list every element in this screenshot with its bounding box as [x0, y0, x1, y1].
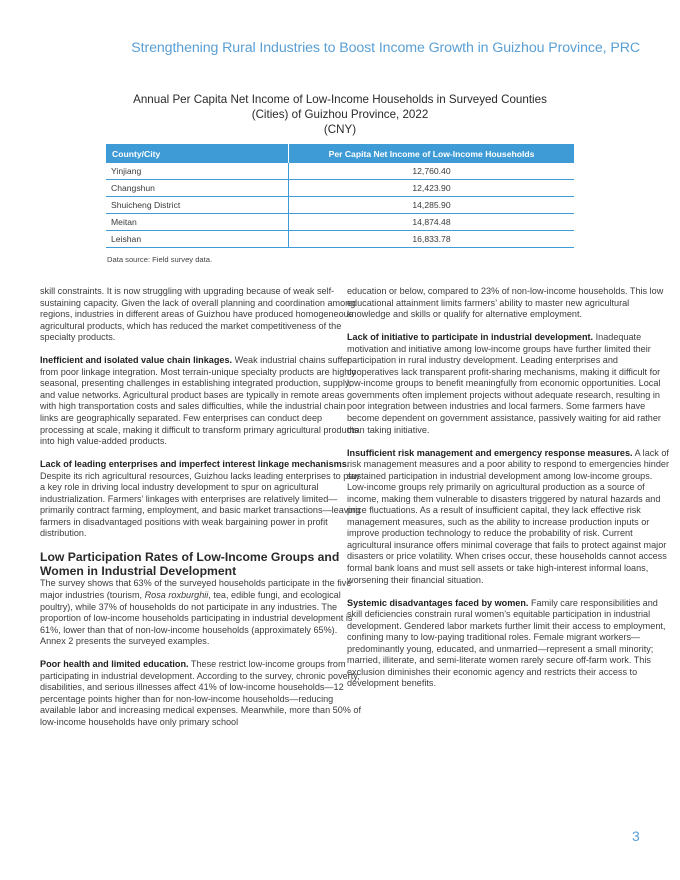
cell-county: Changshun — [106, 180, 289, 197]
cell-income: 14,874.48 — [289, 214, 575, 231]
paragraph-lead: Systemic disadvantages faced by women. — [347, 597, 529, 608]
column-header-county: County/City — [106, 144, 289, 163]
page-number: 3 — [632, 828, 640, 844]
income-table-block — [106, 92, 574, 264]
table-unit: (CNY) — [323, 123, 357, 136]
paragraph — [347, 332, 669, 436]
cell-county: Leishan — [106, 231, 289, 248]
paragraph-text: education or below, compared to 23% of non-low-income households. This low educational attainment limits farmers’ ability to master new agricultural knowledge and skills or qualify for alternative employment. — [347, 286, 664, 320]
paragraph-lead: Insufficient risk management and emergency response measures. — [347, 447, 633, 458]
paragraph — [347, 598, 669, 690]
paragraph-text: , tea, edible fungi, and ecological poultry), while 37% of households do not participate in any industries. The proportion of low-income households participating in industrial development is 61%, lower than that of non-low-income households (approximately 65%). Annex 2 presents the surveyed examples. — [40, 589, 353, 647]
paragraph-text: These restrict low-income groups from participating in industrial development. According to the survey, chronic poverty, disabilities, and serious illnesses affect 41% of low-income households—12 percentage points higher than for non-low-income households—reducing available labor and increasing medical expenses. Meanwhile, more than 50% of low-income households have only primary school — [40, 659, 361, 727]
cell-income: 14,285.90 — [289, 197, 575, 214]
table-row — [106, 214, 574, 231]
section-heading: Low Participation Rates of Low-Income Groups and Women in Industrial Development — [40, 550, 340, 578]
paragraph — [347, 286, 669, 321]
paragraph-lead: Poor health and limited education. — [40, 659, 189, 670]
cell-county: Meitan — [106, 214, 289, 231]
paragraph-lead: Lack of initiative to participate in industrial development. — [347, 332, 594, 343]
paragraph-text: Inadequate motivation and initiative among low-income groups have further limited their participation in rural industry development. Leading enterprises and cooperatives lack transparent profit-sharing mechanisms, making it difficult for low-income groups to benefit meaningfully from economic opportunities. Local governments often implement projects without adequate research, resulting in poor integration between industries and local farmers. Some farmers have become dependent on government assistance, passively waiting for aid rather than taking initiative. — [347, 332, 661, 435]
table-data-source: Data source: Field survey data. — [107, 255, 213, 264]
paragraph-lead: Inefficient and isolated value chain linkages. — [40, 355, 233, 366]
table-header-row — [106, 144, 574, 163]
cell-county: Yinjiang — [106, 163, 289, 180]
paragraph-text: A lack of risk management measures and a poor ability to respond to emergencies hinder sustained participation in industrial development among low-income groups. Low-income groups rely primarily on agricultural production as a source of income, making them vulnerable to disasters triggered by natural hazards and price fluctuations. As a result of insufficient capital, they lack effective risk management measures, such as the ability to increase production inputs or improve production technology to reduce the probability of risk. Current agricultural insurance offers minimal coverage that fails to protect against major disasters or price volatility. When crises occur, these households cannot access formal bank loans and must sell assets or take high-interest informal loans, worsening their financial situation. — [347, 447, 669, 585]
paragraph — [40, 286, 362, 344]
paragraph-lead: Lack of leading enterprises and imperfect interest linkage mechanisms. — [40, 459, 350, 470]
left-text-column — [40, 286, 362, 740]
cell-income: 12,423.90 — [289, 180, 575, 197]
table-title-line2: (Cities) of Guizhou Province, 2022 — [251, 108, 429, 121]
column-header-income: Per Capita Net Income of Low-Income Households — [289, 144, 575, 163]
paragraph — [40, 459, 362, 540]
paragraph-text: skill constraints. It is now struggling with upgrading because of weak self-sustaining capacity. Given the lack of overall planning and coordination among regions, industries in different areas of Guizhou have produced homogeneous agricultural products, which has reduced the market competitiveness of the specialty products. — [40, 286, 356, 343]
table-title-line1: Annual Per Capita Net Income of Low-Income Households in Surveyed Counties — [133, 93, 547, 106]
paragraph — [40, 355, 362, 447]
paragraph — [40, 578, 362, 647]
paragraph-text: The survey shows that 63% of the surveyed households participate in the five major industries (tourism, — [40, 578, 352, 600]
table-row — [106, 197, 574, 214]
paragraph-text: Weak industrial chains suffer from poor linkage integration. Most terrain-unique specialty products are highly seasonal, presenting challenges in establishing integrated production, supply, and value networks. Agricultural product bases are typically in remote areas with high transportation costs and sales difficulties, while the industrial chain links are geographically separated. Few enterprises can conduct deep processing at scale, making it difficult to transform primary agricultural products into high value-added products. — [40, 355, 359, 447]
table-row — [106, 231, 574, 248]
running-header-title: Strengthening Rural Industries to Boost Income Growth in Guizhou Province, PRC — [131, 40, 640, 56]
cell-income: 12,760.40 — [289, 163, 575, 180]
paragraph — [347, 448, 669, 587]
species-name: Rosa roxburghii — [144, 589, 209, 600]
table-row — [106, 163, 574, 180]
paragraph-text: Family care responsibilities and skill deficiencies constrain rural women’s equitable participation in industrial development. Gendered labor markets further limit their access to employment, confining many to low-paying traditional roles. Female migrant workers—predominantly young, educated, and unmarried—represent a small minority; married, illiterate, and semi-literate women rarely secure off-farm work. This exclusion diminishes their economic agency and restricts their access to development benefits. — [347, 597, 666, 689]
right-text-column — [347, 286, 669, 702]
income-table — [106, 144, 574, 248]
cell-income: 16,833.78 — [289, 231, 575, 248]
cell-county: Shuicheng District — [106, 197, 289, 214]
table-row — [106, 180, 574, 197]
paragraph-text: Despite its rich agricultural resources, Guizhou lacks leading enterprises to play a key role in driving local industry development to spur on agricultural industrialization. Farmers’ linkages with enterprises are relatively limited—primarily contract farming, employment, and basic market transactions—leaving farmers in disadvantaged positions with weak bargaining power in profit distribution. — [40, 470, 361, 539]
paragraph — [40, 659, 362, 728]
